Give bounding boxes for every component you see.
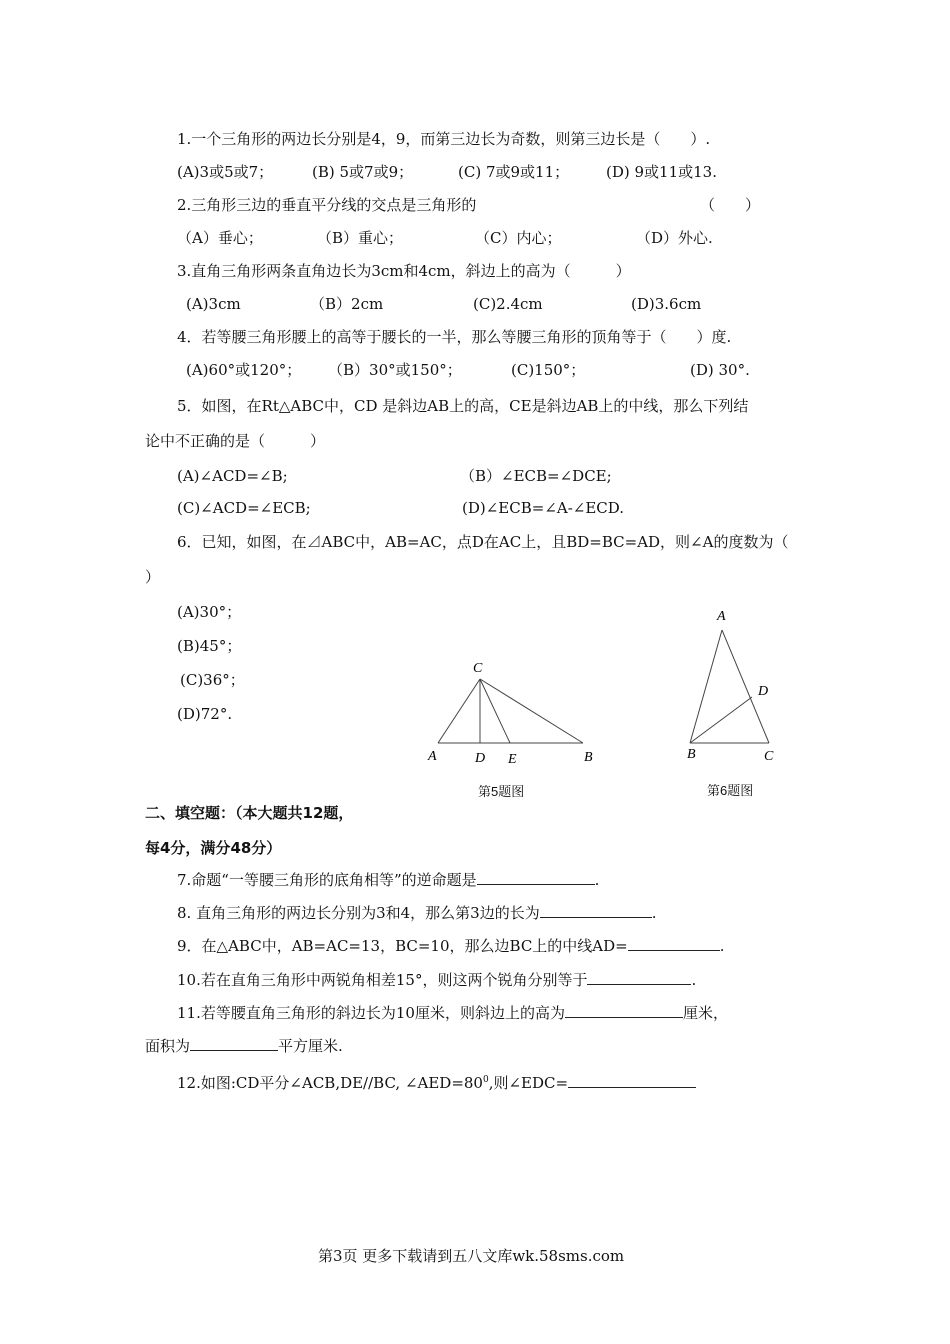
q8-line (177, 903, 657, 923)
fig6-segment-bd (690, 697, 752, 743)
q3-option-a: (A)3cm (186, 295, 241, 313)
q8-end: . (651, 904, 657, 922)
fig6-label-b: B (687, 747, 696, 762)
q7-end: . (594, 871, 600, 889)
q5-stem-line2: 论中不正确的是（ ） (145, 432, 326, 450)
q5-option-a: (A)∠ACD=∠B; (177, 467, 288, 485)
fig6-label-a: A (717, 609, 726, 624)
q3-stem: 3.直角三角形两条直角边长为3cm和4cm，斜边上的高为（ ） (177, 262, 631, 280)
q5-option-c: (C)∠ACD=∠ECB; (177, 499, 311, 517)
q4-option-b: （B）30°或150°； (328, 361, 462, 379)
q11-text: 11.若等腰直角三角形的斜边长为10厘米，则斜边上的高为 (177, 1004, 565, 1022)
q11-area-blank[interactable] (190, 1036, 278, 1051)
q6-stem-line2: ） (145, 568, 161, 586)
q6-option-c: (C)36°； (180, 671, 245, 689)
q4-stem: 4．若等腰三角形腰上的高等于腰长的一半，那么等腰三角形的顶角等于（ ）度. (177, 328, 732, 346)
q2-paren: （ ） (700, 196, 761, 214)
q11-line1 (177, 1003, 728, 1023)
q11-height-blank[interactable] (565, 1003, 683, 1018)
q7-line (177, 870, 599, 890)
q5-option-d: (D)∠ECB=∠A-∠ECD. (462, 499, 625, 517)
q5-stem-line1: 5．如图，在Rt△ABC中，CD 是斜边AB上的高，CE是斜边AB上的中线，那么下列结 (177, 397, 749, 415)
q8-answer-blank[interactable] (540, 903, 652, 918)
q6-option-a: (A)30°； (177, 603, 242, 621)
q5-option-b: （B）∠ECB=∠DCE; (460, 467, 612, 485)
fig5-label-d: D (475, 751, 486, 766)
fig5-label-b: B (584, 750, 593, 765)
q1-option-d: (D) 9或11或13. (606, 163, 717, 181)
section-2-heading-line2: 每4分，满分48分） (145, 839, 282, 857)
fig5-label-c: C (473, 661, 483, 676)
q1-option-b: (B) 5或7或9； (312, 163, 414, 181)
q12-text-a: 12.如图:CD平分∠ACB,DE//BC, ∠AED=80 (177, 1074, 483, 1092)
q3-option-b: （B）2cm (310, 295, 384, 313)
q11-unit1: 厘米， (682, 1004, 728, 1022)
q2-option-d: （D）外心. (636, 229, 713, 247)
q3-option-d: (D)3.6cm (631, 295, 702, 313)
q2-option-b: （B）重心； (317, 229, 404, 247)
q2-stem: 2.三角形三边的垂直平分线的交点是三角形的 (177, 196, 477, 214)
q9-line (177, 936, 725, 956)
q8-text: 8. 直角三角形的两边长分别为3和4，那么第3边的长为 (177, 904, 540, 922)
page-footer: 第3页 更多下载请到五八文库wk.58sms.com (318, 1247, 625, 1265)
figure-6-diagram (680, 600, 790, 770)
q9-end: . (719, 937, 725, 955)
q7-answer-blank[interactable] (477, 870, 595, 885)
figure-6-caption: 第6题图 (707, 783, 754, 798)
q10-answer-blank[interactable] (587, 970, 691, 985)
q6-option-b: (B)45°； (177, 637, 242, 655)
q10-text: 10.若在直角三角形中两锐角相差15°，则这两个锐角分别等于 (177, 971, 588, 989)
q2-option-c: （C）内心； (475, 229, 562, 247)
q6-stem-line1: 6．已知，如图，在⊿ABC中，AB=AC，点D在AC上，且BD=BC=AD，则∠A的度数为（ (177, 533, 789, 551)
fig5-label-e: E (508, 752, 517, 767)
fig5-segment-ac (438, 679, 480, 743)
q11-unit2: 平方厘米. (278, 1037, 343, 1055)
q10-end: . (691, 971, 697, 989)
fig6-label-d: D (758, 684, 769, 699)
q12-answer-blank[interactable] (568, 1073, 696, 1088)
q11-line2 (145, 1036, 343, 1056)
q6-option-d: (D)72°. (177, 705, 233, 723)
q1-option-c: (C) 7或9或11； (458, 163, 570, 181)
q4-option-a: (A)60°或120°； (186, 361, 302, 379)
fig6-label-c: C (764, 749, 774, 764)
figure-5-diagram (420, 655, 610, 770)
q11-line2-start: 面积为 (145, 1037, 191, 1055)
q12-line (177, 1070, 696, 1093)
q9-answer-blank[interactable] (628, 936, 720, 951)
q12-text-b: ,则∠EDC= (488, 1074, 569, 1092)
figure-5-caption: 第5题图 (478, 784, 525, 799)
q2-option-a: （A）垂心； (177, 229, 263, 247)
q9-text: 9．在△ABC中，AB=AC=13，BC=10，那么边BC上的中线AD= (177, 937, 628, 955)
q10-line (177, 970, 696, 990)
q3-option-c: (C)2.4cm (473, 295, 543, 313)
q7-text: 7.命题“一等腰三角形的底角相等”的逆命题是 (177, 871, 477, 889)
q4-option-d: (D) 30°. (690, 361, 750, 379)
fig6-segment-ab (690, 630, 722, 743)
section-2-heading-line1: 二、填空题：（本大题共12题， (145, 804, 354, 822)
q12-degree-sup: 0 (482, 1075, 489, 1085)
q1-stem: 1.一个三角形的两边长分别是4，9，而第三边长为奇数，则第三边长是（ ）. (177, 130, 711, 148)
q4-option-c: (C)150°； (511, 361, 586, 379)
fig5-label-a: A (428, 749, 437, 764)
q1-option-a: (A)3或5或7； (177, 163, 274, 181)
